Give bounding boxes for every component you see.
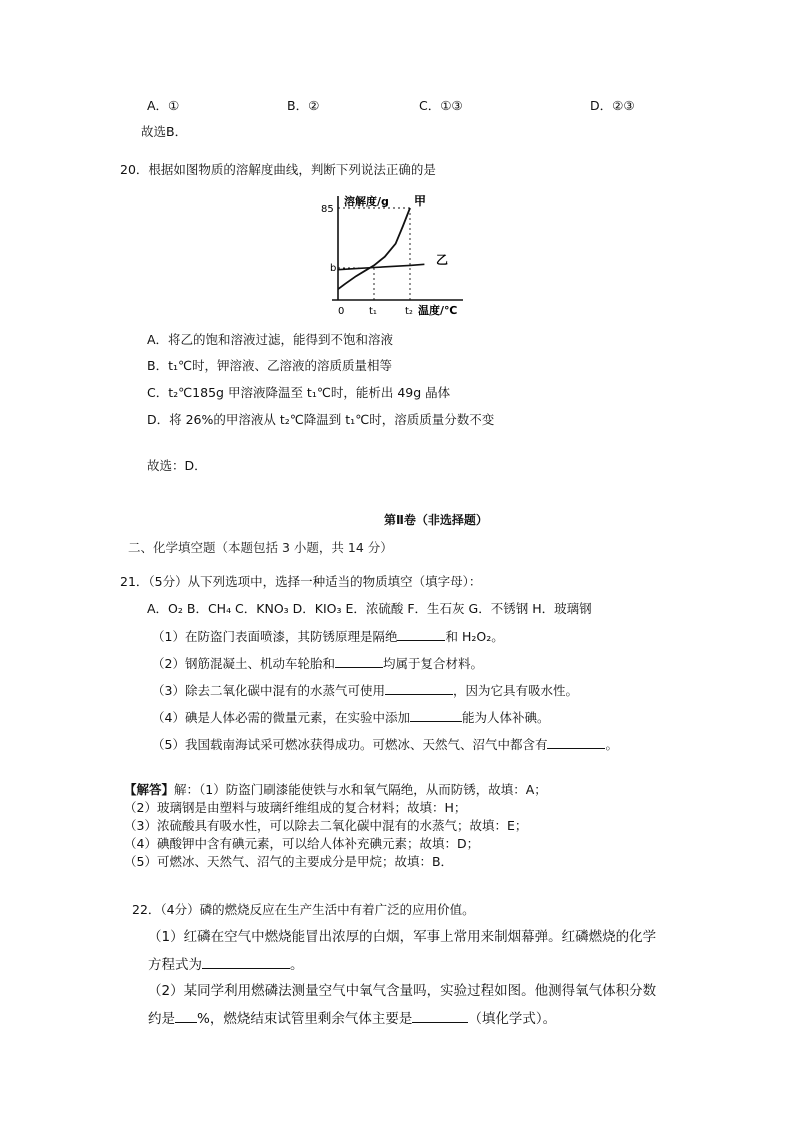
q21-sub1	[152, 628, 504, 645]
series-label-jia: 甲	[414, 194, 427, 208]
answer21-line5: （5）可燃冰、天然气、沼气的主要成分是甲烷；故填：B．	[124, 854, 454, 869]
q22-sub1-line2	[148, 956, 304, 973]
q22-stem: 22．（4分）磷的燃烧反应在生产生活中有着广泛的应用价值。	[132, 902, 475, 917]
answer21-line2: （2）玻璃钢是由塑料与玻璃纤维组成的复合材料；故填：H；	[124, 800, 467, 815]
q22-sub1-text-b: 方程式为	[148, 957, 202, 973]
answer21-label: 【解答】	[124, 782, 175, 797]
y-axis-label: 溶解度/g	[344, 195, 389, 208]
q21-sub5-blank[interactable]	[547, 736, 605, 749]
q21-stem: 21．（5分）从下列选项中，选择一种适当的物质填空（填字母）：	[120, 574, 482, 589]
x-tick-0: 0	[338, 306, 345, 317]
q22-sub2-line2	[148, 1010, 556, 1027]
answer21-line3: （3）浓硫酸具有吸水性，可以除去二氧化碳中混有的水蒸气；故填：E；	[124, 818, 528, 833]
q21-sub2	[152, 655, 483, 672]
q21-sub2-text-a: （2）钢筋混凝土、机动车轮胎和	[152, 656, 335, 671]
q21-sub2-text-b: 均属于复合材料。	[382, 656, 483, 671]
q22-sub2-blank1[interactable]	[175, 1010, 197, 1023]
q20-option-a: A．将乙的饱和溶液过滤，能得到不饱和溶液	[147, 332, 394, 347]
curve-yi	[338, 264, 424, 269]
q20-stem: 20．根据如图物质的溶解度曲线，判断下列说法正确的是	[120, 162, 436, 177]
q20-option-d: D．将 26%的甲溶液从 t₂℃降温到 t₁℃时，溶质质量分数不变	[147, 412, 495, 427]
q21-sub4	[152, 709, 549, 726]
q19-option-b: B．②	[287, 98, 320, 113]
q21-sub1-text-b: 和 H₂O₂。	[445, 629, 504, 644]
q19-answer: 故选B．	[141, 124, 188, 139]
q21-sub3-text-b: ，因为它具有吸水性。	[452, 683, 578, 698]
q21-sub3	[152, 682, 578, 699]
answer21-line1	[124, 782, 547, 798]
q22-sub2-text-b: 约是	[148, 1011, 175, 1027]
x-axis-label: 温度/℃	[418, 304, 458, 317]
q19-option-c: C．①③	[419, 98, 463, 113]
q21-sub2-blank[interactable]	[335, 655, 383, 668]
q19-option-a: A．①	[147, 98, 180, 113]
q20-answer: 故选：D．	[147, 458, 207, 473]
x-tick-t2: t₂	[405, 306, 413, 317]
q21-sub4-text-b: 能为人体补碘。	[461, 710, 550, 725]
q21-sub5	[152, 736, 618, 753]
part2-title: 第Ⅱ卷（非选择题）	[384, 513, 488, 527]
q21-choices: A．O₂ B．CH₄ C．KNO₃ D．KIO₃ E．浓硫酸 F．生石灰 G．不锈钢 H．玻璃钢	[147, 601, 592, 616]
q19-option-d: D．②③	[590, 98, 635, 113]
q21-sub5-text-b: 。	[605, 737, 618, 752]
answer21-line4: （4）碘酸钾中含有碘元素，可以给人体补充碘元素；故填：D；	[124, 836, 480, 851]
y-tick-lower: b	[330, 263, 337, 274]
q21-sub4-text-a: （4）碘是人体必需的微量元素，在实验中添加	[152, 710, 410, 725]
q20-option-b: B．t₁℃时，钾溶液、乙溶液的溶质质量相等	[147, 358, 393, 373]
solubility-chart	[318, 190, 468, 320]
q21-sub5-text-a: （5）我国载南海试采可燃冰获得成功。可燃冰、天然气、沼气中都含有	[152, 737, 548, 752]
q21-sub3-blank[interactable]	[385, 682, 453, 695]
q22-sub2-line1: （2）某同学利用燃磷法测量空气中氧气含量吗，实验过程如图。他测得氧气体积分数	[148, 983, 657, 999]
q20-option-c: C．t₂℃185g 甲溶液降温至 t₁℃时，能析出 49g 晶体	[147, 385, 451, 400]
q22-sub1-blank[interactable]	[202, 956, 290, 969]
q22-sub2-text-c: %，燃烧结束试管里剩余气体主要是	[197, 1011, 413, 1027]
q22-sub2-blank2[interactable]	[412, 1010, 468, 1023]
section-heading: 二、化学填空题（本题包括 3 小题，共 14 分）	[128, 540, 393, 555]
q22-sub2-text-d: （填化学式）。	[468, 1011, 557, 1027]
q21-sub1-text-a: （1）在防盗门表面喷漆，其防锈原理是隔绝	[152, 629, 398, 644]
q22-sub1-text-c: 。	[290, 957, 304, 973]
q21-sub3-text-a: （3）除去二氧化碳中混有的水蒸气可使用	[152, 683, 385, 698]
answer21-text1: 解：（1）防盗门刷漆能使铁与水和氧气隔绝，从而防锈，故填：A；	[174, 782, 547, 797]
q22-sub1-line1: （1）红磷在空气中燃烧能冒出浓厚的白烟，军事上常用来制烟幕弹。红磷燃烧的化学	[148, 929, 657, 945]
q21-sub1-blank[interactable]	[397, 628, 445, 641]
series-label-yi: 乙	[436, 253, 449, 267]
curve-jia	[338, 208, 410, 289]
x-tick-t1: t₁	[369, 306, 377, 317]
y-tick-85: 85	[321, 204, 334, 215]
q21-sub4-blank[interactable]	[410, 709, 462, 722]
